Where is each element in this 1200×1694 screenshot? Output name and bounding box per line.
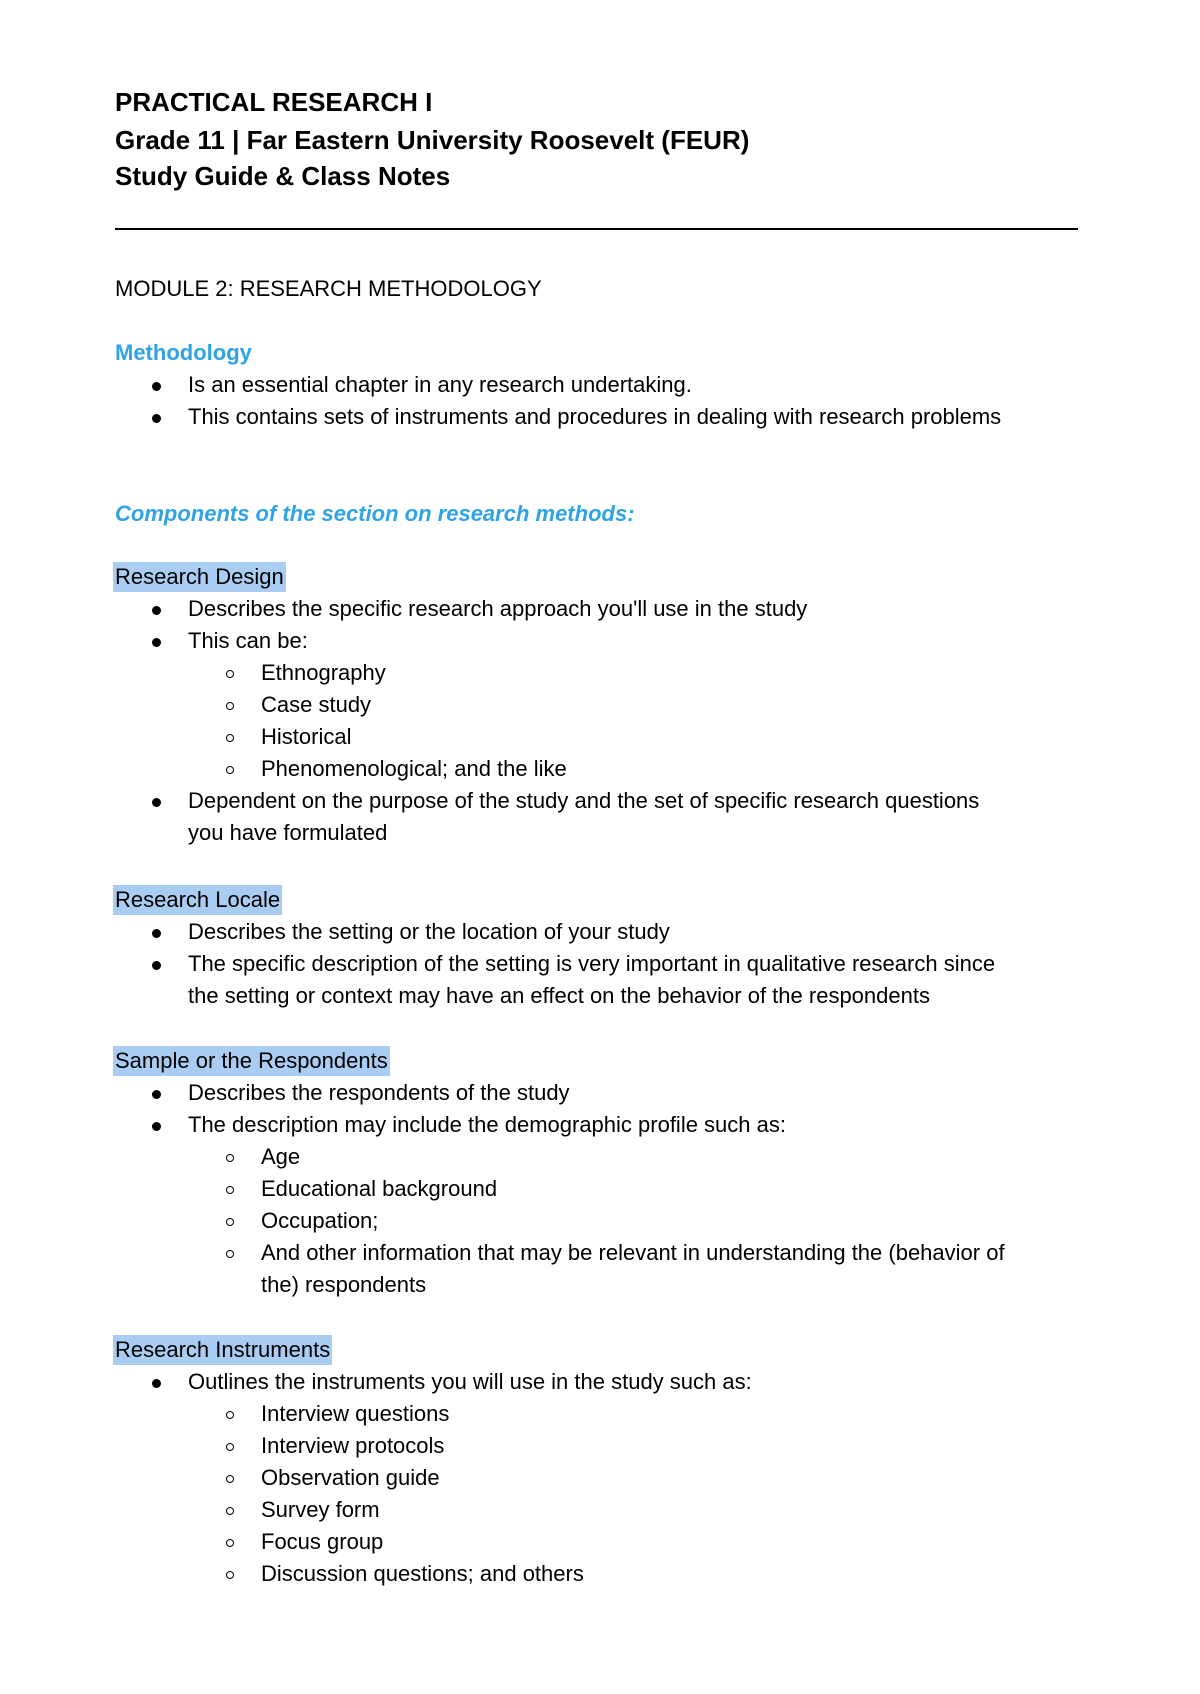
bullet-icon xyxy=(152,638,161,647)
sub-list-item-continuation: the) respondents xyxy=(261,1272,427,1297)
research-locale-heading: Research Locale xyxy=(113,885,282,915)
bullet-icon xyxy=(152,606,161,615)
instruments-heading: Research Instruments xyxy=(113,1335,332,1365)
sub-list-item: Interview questions xyxy=(261,1401,450,1426)
bullet-icon xyxy=(152,961,161,970)
sub-list-item: Interview protocols xyxy=(261,1433,445,1458)
list-item: Outlines the instruments you will use in the study such as: xyxy=(188,1369,752,1394)
sample-heading: Sample or the Respondents xyxy=(113,1046,390,1076)
list-item: The specific description of the setting is very important in qualitative research since xyxy=(188,951,996,976)
list-item: Describes the setting or the location of your study xyxy=(188,919,670,944)
list-item: Dependent on the purpose of the study and the set of specific research questions xyxy=(188,788,980,813)
bullet-icon xyxy=(152,382,161,391)
circle-bullet-icon xyxy=(226,1186,234,1194)
list-item: This contains sets of instruments and procedures in dealing with research problems xyxy=(188,404,1002,429)
bullet-icon xyxy=(152,1379,161,1388)
circle-bullet-icon xyxy=(226,1250,234,1258)
sub-list-item: Educational background xyxy=(261,1176,498,1201)
circle-bullet-icon xyxy=(226,734,234,742)
circle-bullet-icon xyxy=(226,1443,234,1451)
methodology-heading: Methodology xyxy=(115,340,252,365)
circle-bullet-icon xyxy=(226,1154,234,1162)
list-item: The description may include the demographic profile such as: xyxy=(188,1112,786,1137)
sub-list-item: And other information that may be relevant in understanding the (behavior of xyxy=(261,1240,1005,1265)
circle-bullet-icon xyxy=(226,1507,234,1515)
research-design-heading: Research Design xyxy=(113,562,286,592)
header-divider xyxy=(115,228,1078,230)
sub-list-item: Observation guide xyxy=(261,1465,440,1490)
list-item: Describes the specific research approach you'll use in the study xyxy=(188,596,808,621)
sub-list-item: Focus group xyxy=(261,1529,384,1554)
sub-list-item: Phenomenological; and the like xyxy=(261,756,567,781)
circle-bullet-icon xyxy=(226,1539,234,1547)
list-item-continuation: the setting or context may have an effect on the behavior of the respondents xyxy=(188,983,930,1008)
doc-title: PRACTICAL RESEARCH I xyxy=(115,87,433,117)
sub-list-item: Age xyxy=(261,1144,301,1169)
list-item-continuation: you have formulated xyxy=(188,820,388,845)
bullet-icon xyxy=(152,414,161,423)
components-heading: Components of the section on research methods: xyxy=(115,501,635,526)
doc-kind: Study Guide & Class Notes xyxy=(115,161,451,191)
sub-list-item: Ethnography xyxy=(261,660,386,685)
sub-list-item: Discussion questions; and others xyxy=(261,1561,584,1586)
circle-bullet-icon xyxy=(226,1411,234,1419)
sub-list-item: Case study xyxy=(261,692,372,717)
circle-bullet-icon xyxy=(226,766,234,774)
circle-bullet-icon xyxy=(226,670,234,678)
circle-bullet-icon xyxy=(226,1475,234,1483)
circle-bullet-icon xyxy=(226,1571,234,1579)
bullet-icon xyxy=(152,1122,161,1131)
sub-list-item: Survey form xyxy=(261,1497,380,1522)
sub-list-item: Historical xyxy=(261,724,352,749)
bullet-icon xyxy=(152,929,161,938)
list-item: This can be: xyxy=(188,628,308,653)
module-title: MODULE 2: RESEARCH METHODOLOGY xyxy=(115,276,542,301)
doc-subtitle: Grade 11 | Far Eastern University Roosevelt (FEUR) xyxy=(115,125,750,155)
list-item: Describes the respondents of the study xyxy=(188,1080,570,1105)
bullet-icon xyxy=(152,798,161,807)
circle-bullet-icon xyxy=(226,702,234,710)
circle-bullet-icon xyxy=(226,1218,234,1226)
list-item: Is an essential chapter in any research undertaking. xyxy=(188,372,692,397)
bullet-icon xyxy=(152,1090,161,1099)
sub-list-item: Occupation; xyxy=(261,1208,379,1233)
